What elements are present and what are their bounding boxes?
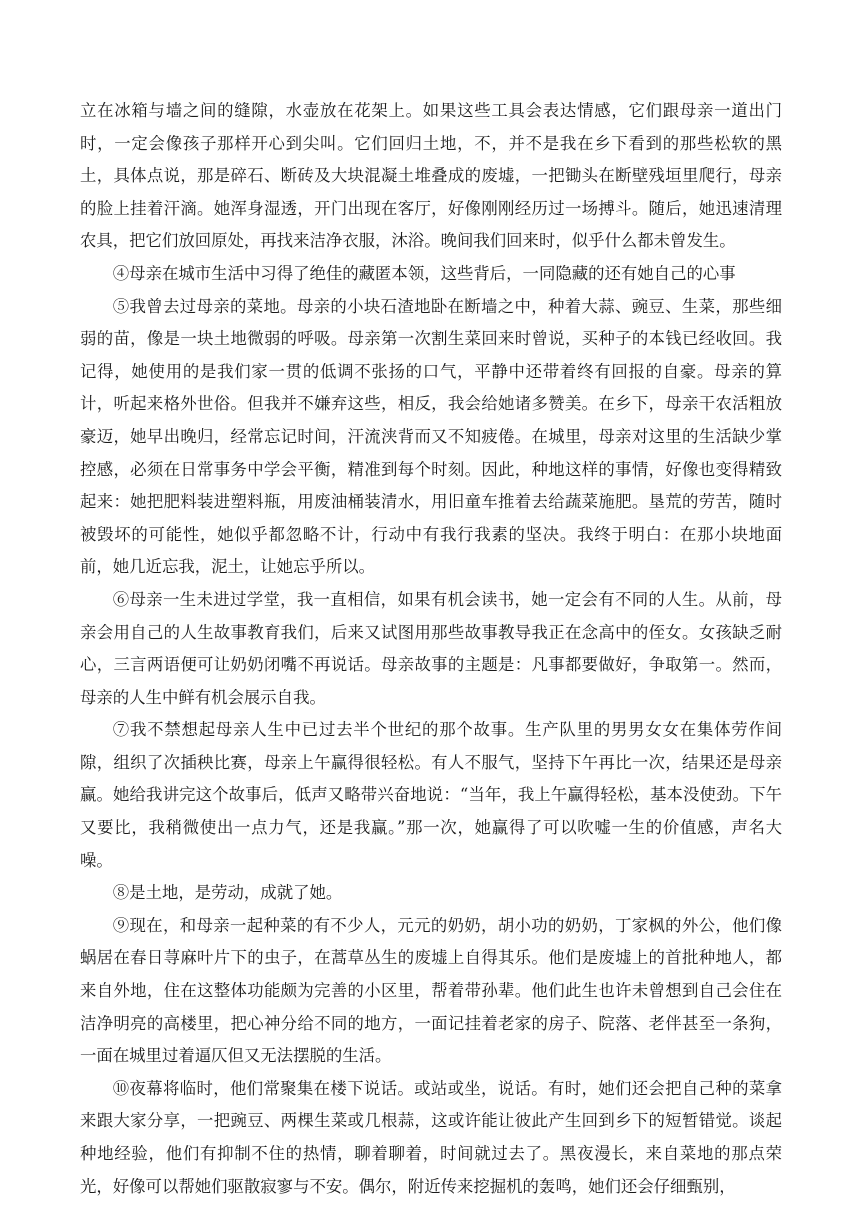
paragraph-continued: 立在冰箱与墙之间的缝隙，水壶放在花架上。如果这些工具会表达情感，它们跟母亲一道出门时，一定会像孩子那样开心到尖叫。它们回归土地，不，并不是我在乡下看到的那些松软的黑土，具体点说，那是碎石、断砖及大块混凝土堆叠成的废墟，一把锄头在断壁残垣里爬行，母亲的脸上挂着汗滴。她浑身湿透，开门出现在客厅，好像刚刚经历过一场搏斗。随后，她迅速清理农具，把它们放回原处，再找来洁净衣服，沐浴。晚间我们回来时，似乎什么都未曾发生。 — [80, 101, 782, 251]
paragraph-8: ⑧是土地，是劳动，成就了她。 — [112, 883, 343, 903]
paragraph-9: ⑨现在，和母亲一起种菜的有不少人，元元的奶奶，胡小功的奶奶，丁家枫的外公，他们像蜗居在春日荨麻叶片下的虫子，在蒿草丛生的废墟上自得其乐。他们是废墟上的首批种地人，都来自外地，住在这整体功能颇为完善的小区里，帮着带孙辈。他们此生也许未曾想到自己会住在洁净明亮的高楼里，把心神分给不同的地方，一面记挂着老家的房子、院落、老伴甚至一条狗，一面在城里过着逼仄但又无法摆脱的生活。 — [80, 915, 782, 1066]
paragraph-4: ④母亲在城市生活中习得了绝佳的藏匿本领，这些背后，一同隐藏的还有她自己的心事 — [112, 263, 736, 283]
paragraph-5: ⑤我曾去过母亲的菜地。母亲的小块石渣地卧在断墙之中，种着大蒜、豌豆、生菜，那些细弱的苗，像是一块土地微弱的呼吸。母亲第一次割生菜回来时曾说，买种子的本钱已经收回。我记得，她使用的是我们家一贯的低调不张扬的口气，平静中还带着终有回报的自豪。母亲的算计，听起来格外世俗。但我并不嫌弃这些，相反，我会给她诸多赞美。在乡下，母亲干农活粗放豪迈，她早出晚归，经常忘记时间，汗流浃背而又不知疲倦。在城里，母亲对这里的生活缺少掌控感，必须在日常事务中学会平衡，精准到每个时刻。因此，种地这样的事情，好像也变得精致起来：她把肥料装进塑料瓶，用废油桶装清水，用旧童车推着去给蔬菜施肥。垦荒的劳苦，随时被毁坏的可能性，她似乎都忽略不计，行动中有我行我素的坚决。我终于明白：在那小块地面前，她几近忘我，泥土，让她忘乎所以。 — [80, 296, 782, 577]
paragraph-7: ⑦我不禁想起母亲人生中已过去半个世纪的那个故事。生产队里的男男女女在集体劳作间隙，组织了次插秧比赛，母亲上午赢得很轻松。有人不服气，坚持下午再比一次，结果还是母亲赢。她给我讲完这个故事后，低声又略带兴奋地说：“当年，我上午赢得轻松，基本没使劲。下午又要比，我稍微使出一点力气，还是我赢。”那一次，她赢得了可以吹嘘一生的价值感，声名大噪。 — [80, 720, 782, 870]
paragraph-10: ⑩夜幕将临时，他们常聚集在楼下说话。或站或坐，说话。有时，她们还会把自己种的菜拿来跟大家分享，一把豌豆、两棵生菜或几根蒜，这或许能让彼此产生回到乡下的短暂错觉。谈起种地经验，他们有抑制不住的热情，聊着聊着，时间就过去了。黑夜漫长，来自菜地的那点荣光，好像可以帮她们驱散寂寥与不安。偶尔，附近传来挖掘机的轰鸣，她们还会仔细甄别， — [80, 1078, 782, 1196]
document-body — [80, 95, 782, 1203]
paragraph-6: ⑥母亲一生未进过学堂，我一直相信，如果有机会读书，她一定会有不同的人生。从前，母亲会用自己的人生故事教育我们，后来又试图用那些故事教导我正在念高中的侄女。女孩缺乏耐心，三言两语便可让奶奶闭嘴不再说话。母亲故事的主题是：凡事都要做好，争取第一。然而，母亲的人生中鲜有机会展示自我。 — [80, 589, 782, 707]
